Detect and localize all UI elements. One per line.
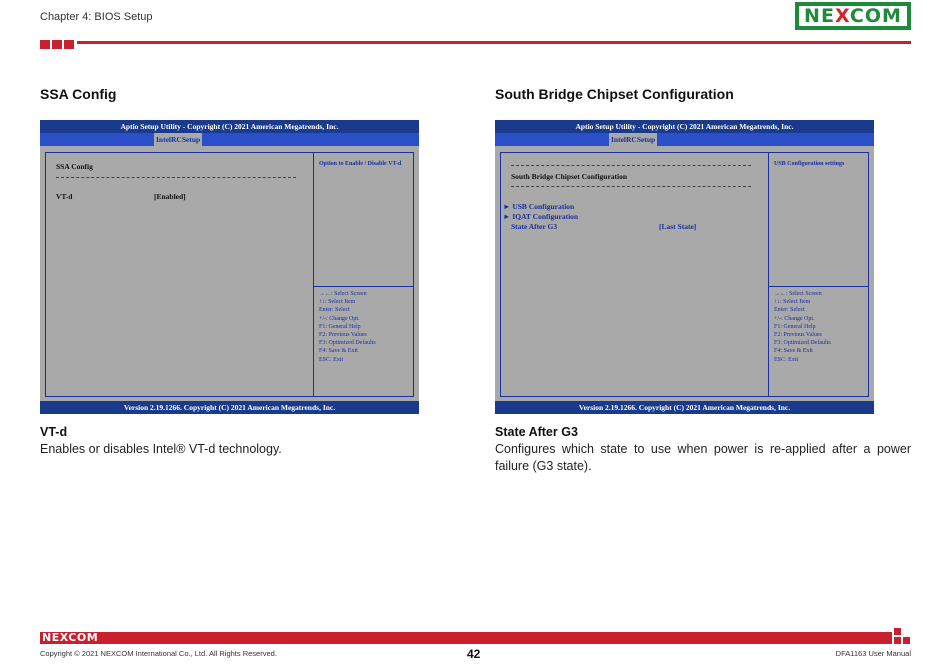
bios-help-text: Option to Enable / Disable VT-d [319, 161, 402, 167]
key-legend-item: Enter: Select [774, 307, 805, 314]
logo-text-x: X [834, 5, 850, 27]
section-title-ssa-config: SSA Config [40, 86, 117, 102]
key-legend-item: ESC: Exit [774, 356, 799, 363]
bios-key-legend [319, 290, 376, 364]
tab-intelrcsetup[interactable]: IntelRCSetup [156, 135, 201, 144]
chapter-title: Chapter 4: BIOS Setup [40, 11, 153, 23]
footer-bar [40, 632, 892, 644]
bios-tab-bar [40, 133, 419, 146]
bios-screen-ssa-config [40, 120, 419, 414]
bios-version-bar: Version 2.19.1266. Copyright (C) 2021 American Megatrends, Inc. [40, 401, 419, 414]
section-title-south-bridge: South Bridge Chipset Configuration [495, 86, 734, 102]
key-legend-item: F1: General Help [774, 323, 816, 330]
bios-item-state-after-g3-label[interactable]: State After G3 [511, 222, 558, 231]
key-legend-item: +/-: Change Opt. [774, 315, 815, 322]
bios-version-bar: Version 2.19.1266. Copyright (C) 2021 American Megatrends, Inc. [495, 401, 874, 414]
key-legend-item: →←: Select Screen [774, 291, 822, 297]
key-legend-item: ESC: Exit [319, 356, 344, 363]
tab-intelrcsetup[interactable]: IntelRCSetup [611, 135, 656, 144]
key-legend-item: ↑↓: Select Item [319, 299, 356, 306]
bios-help-text: USB Configuration settings [774, 161, 845, 167]
bios-menu-label: IQAT Configuration [512, 212, 579, 221]
key-legend-item: ↑↓: Select Item [774, 299, 811, 306]
bios-dashed-rule [56, 177, 296, 178]
key-legend-item: F3: Optimized Defaults [319, 340, 376, 347]
page-number: 42 [467, 647, 481, 661]
item-description-vtd: Enables or disables Intel® VT-d technology. [40, 442, 282, 456]
bios-divider [768, 152, 769, 397]
bios-dashed-rule [511, 186, 751, 187]
key-legend-item: F2: Previous Values [774, 332, 822, 339]
submenu-arrow-icon: ► [503, 212, 511, 221]
item-title-state-after-g3: State After G3 [495, 425, 578, 439]
key-legend-item: F2: Previous Values [319, 332, 367, 339]
bios-screen-south-bridge [495, 120, 874, 414]
key-legend-item: F4: Save & Exit [774, 348, 813, 355]
bios-menu-usb-configuration[interactable] [503, 202, 574, 211]
footer-squares [894, 628, 911, 644]
bios-menu-label: USB Configuration [512, 202, 575, 211]
nexcom-logo [795, 2, 911, 30]
key-legend-item: Enter: Select [319, 307, 350, 314]
item-title-vtd: VT-d [40, 425, 68, 439]
bios-key-legend [774, 290, 831, 364]
bios-dashed-rule [511, 165, 751, 166]
bios-tab-bar [495, 133, 874, 146]
bios-menu-iqat-configuration[interactable] [503, 212, 578, 221]
bios-item-vtd-label[interactable]: VT-d [56, 192, 73, 201]
bios-title-bar: Aptio Setup Utility - Copyright (C) 2021 American Megatrends, Inc. [495, 120, 874, 133]
logo-text-com: COM [849, 5, 902, 27]
header-squares [40, 40, 74, 49]
bios-item-state-after-g3-value[interactable]: [Last State] [659, 222, 697, 231]
bios-title-bar: Aptio Setup Utility - Copyright (C) 2021 American Megatrends, Inc. [40, 120, 419, 133]
bios-heading: South Bridge Chipset Configuration [511, 172, 628, 181]
key-legend-item: F1: General Help [319, 323, 361, 330]
footer-copyright: Copyright © 2021 NEXCOM International Co., Ltd. All Rights Reserved. [40, 649, 277, 658]
key-legend-item: →←: Select Screen [319, 291, 367, 297]
bios-heading: SSA Config [56, 162, 93, 171]
key-legend-item: +/-: Change Opt. [319, 315, 360, 322]
header-rule [77, 41, 911, 44]
key-legend-item: F4: Save & Exit [319, 348, 358, 355]
footer-logo: NEXCOM [42, 631, 99, 644]
bios-item-vtd-value[interactable]: [Enabled] [154, 192, 186, 201]
bios-divider [313, 152, 314, 397]
key-legend-item: F3: Optimized Defaults [774, 340, 831, 347]
bios-help-divider [768, 286, 869, 287]
bios-help-divider [313, 286, 414, 287]
item-description-state-after-g3: Configures which state to use when power is re-applied after a power failure (G3 state). [495, 442, 911, 473]
footer-manual-name: DFA1163 User Manual [835, 649, 911, 658]
logo-text-ne: NE [804, 5, 835, 27]
submenu-arrow-icon: ► [503, 202, 511, 211]
